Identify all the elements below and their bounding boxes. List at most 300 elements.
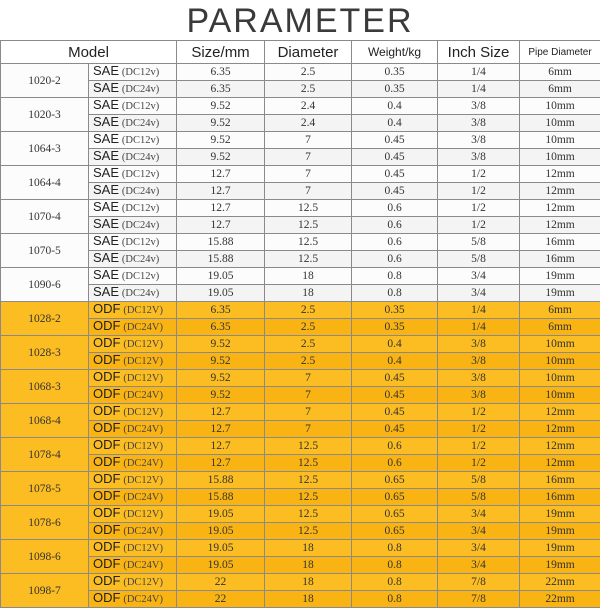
diameter-cell: 18 (265, 557, 352, 574)
inch-cell: 5/8 (438, 234, 520, 251)
connection-type: SAE (93, 217, 119, 232)
voltage: (DC12V) (123, 543, 163, 554)
header-pipe-diameter: Pipe Diameter (520, 41, 600, 64)
type-cell (89, 506, 177, 523)
pipe-cell: 6mm (520, 302, 600, 319)
size-cell: 12.7 (177, 421, 265, 438)
weight-cell: 0.45 (352, 166, 438, 183)
type-cell (89, 234, 177, 251)
diameter-cell: 12.5 (265, 217, 352, 234)
pipe-cell: 12mm (520, 166, 600, 183)
diameter-cell: 18 (265, 540, 352, 557)
voltage: (DC24v) (122, 84, 159, 95)
inch-cell: 7/8 (438, 574, 520, 591)
size-cell: 12.7 (177, 217, 265, 234)
inch-cell: 3/4 (438, 506, 520, 523)
voltage: (DC12v) (122, 135, 159, 146)
type-cell (89, 132, 177, 149)
inch-cell: 1/2 (438, 166, 520, 183)
voltage: (DC24V) (123, 526, 163, 537)
size-cell: 19.05 (177, 557, 265, 574)
type-cell (89, 268, 177, 285)
type-cell (89, 200, 177, 217)
type-cell (89, 438, 177, 455)
inch-cell: 1/2 (438, 438, 520, 455)
pipe-cell: 19mm (520, 285, 600, 302)
size-cell: 12.7 (177, 200, 265, 217)
table-row (1, 489, 600, 506)
connection-type: SAE (93, 251, 119, 266)
size-cell: 15.88 (177, 472, 265, 489)
table-row (1, 149, 600, 166)
pipe-cell: 12mm (520, 200, 600, 217)
pipe-cell: 16mm (520, 489, 600, 506)
diameter-cell: 12.5 (265, 489, 352, 506)
inch-cell: 3/8 (438, 336, 520, 353)
inch-cell: 3/8 (438, 132, 520, 149)
type-cell (89, 557, 177, 574)
type-cell (89, 370, 177, 387)
table-row (1, 285, 600, 302)
size-cell: 19.05 (177, 268, 265, 285)
inch-cell: 1/2 (438, 217, 520, 234)
weight-cell: 0.45 (352, 387, 438, 404)
pipe-cell: 12mm (520, 455, 600, 472)
type-cell (89, 489, 177, 506)
size-cell: 9.52 (177, 387, 265, 404)
diameter-cell: 7 (265, 183, 352, 200)
pipe-cell: 10mm (520, 387, 600, 404)
type-cell (89, 387, 177, 404)
pipe-cell: 10mm (520, 353, 600, 370)
table-row (1, 132, 600, 149)
connection-type: ODF (93, 353, 120, 368)
weight-cell: 0.45 (352, 149, 438, 166)
connection-type: SAE (93, 81, 119, 96)
weight-cell: 0.35 (352, 319, 438, 336)
voltage: (DC24V) (123, 390, 163, 401)
weight-cell: 0.8 (352, 268, 438, 285)
weight-cell: 0.65 (352, 523, 438, 540)
table-row (1, 251, 600, 268)
diameter-cell: 7 (265, 387, 352, 404)
weight-cell: 0.65 (352, 489, 438, 506)
size-cell: 9.52 (177, 336, 265, 353)
connection-type: ODF (93, 506, 120, 521)
weight-cell: 0.65 (352, 506, 438, 523)
inch-cell: 3/8 (438, 387, 520, 404)
voltage: (DC12v) (122, 203, 159, 214)
table-row (1, 268, 600, 285)
pipe-cell: 10mm (520, 370, 600, 387)
type-cell (89, 523, 177, 540)
type-cell (89, 149, 177, 166)
model-cell: 1028-2 (1, 302, 89, 336)
diameter-cell: 12.5 (265, 506, 352, 523)
diameter-cell: 12.5 (265, 438, 352, 455)
connection-type: ODF (93, 591, 120, 606)
connection-type: ODF (93, 557, 120, 572)
size-cell: 19.05 (177, 540, 265, 557)
inch-cell: 5/8 (438, 489, 520, 506)
weight-cell: 0.45 (352, 404, 438, 421)
voltage: (DC12v) (122, 271, 159, 282)
pipe-cell: 12mm (520, 421, 600, 438)
table-row (1, 472, 600, 489)
inch-cell: 3/8 (438, 98, 520, 115)
weight-cell: 0.65 (352, 472, 438, 489)
connection-type: ODF (93, 387, 120, 402)
voltage: (DC12v) (122, 169, 159, 180)
diameter-cell: 7 (265, 132, 352, 149)
type-cell (89, 421, 177, 438)
model-cell: 1020-3 (1, 98, 89, 132)
inch-cell: 3/4 (438, 557, 520, 574)
voltage: (DC24V) (123, 560, 163, 571)
inch-cell: 1/4 (438, 64, 520, 81)
table-row (1, 302, 600, 319)
connection-type: SAE (93, 268, 119, 283)
pipe-cell: 6mm (520, 81, 600, 98)
voltage: (DC12V) (123, 407, 163, 418)
pipe-cell: 12mm (520, 404, 600, 421)
diameter-cell: 12.5 (265, 200, 352, 217)
header-diameter: Diameter (265, 41, 352, 64)
table-row (1, 387, 600, 404)
diameter-cell: 2.4 (265, 115, 352, 132)
table-row (1, 421, 600, 438)
weight-cell: 0.45 (352, 132, 438, 149)
pipe-cell: 10mm (520, 98, 600, 115)
size-cell: 6.35 (177, 302, 265, 319)
weight-cell: 0.8 (352, 591, 438, 608)
size-cell: 9.52 (177, 353, 265, 370)
pipe-cell: 22mm (520, 574, 600, 591)
connection-type: ODF (93, 489, 120, 504)
type-cell (89, 591, 177, 608)
model-cell: 1078-4 (1, 438, 89, 472)
type-cell (89, 574, 177, 591)
connection-type: ODF (93, 523, 120, 538)
type-cell (89, 183, 177, 200)
inch-cell: 3/8 (438, 115, 520, 132)
table-row (1, 64, 600, 81)
voltage: (DC24V) (123, 424, 163, 435)
model-cell: 1068-3 (1, 370, 89, 404)
voltage: (DC12V) (123, 509, 163, 520)
model-cell: 1070-5 (1, 234, 89, 268)
size-cell: 19.05 (177, 285, 265, 302)
voltage: (DC24v) (122, 288, 159, 299)
table-row (1, 557, 600, 574)
table-row (1, 81, 600, 98)
inch-cell: 3/4 (438, 540, 520, 557)
voltage: (DC12V) (123, 441, 163, 452)
weight-cell: 0.6 (352, 200, 438, 217)
size-cell: 12.7 (177, 438, 265, 455)
voltage: (DC24v) (122, 152, 159, 163)
type-cell (89, 285, 177, 302)
pipe-cell: 12mm (520, 217, 600, 234)
connection-type: ODF (93, 438, 120, 453)
size-cell: 19.05 (177, 523, 265, 540)
model-cell: 1090-6 (1, 268, 89, 302)
table-row (1, 336, 600, 353)
model-cell: 1064-4 (1, 166, 89, 200)
diameter-cell: 18 (265, 574, 352, 591)
size-cell: 15.88 (177, 234, 265, 251)
type-cell (89, 251, 177, 268)
connection-type: ODF (93, 472, 120, 487)
diameter-cell: 12.5 (265, 472, 352, 489)
model-cell: 1070-4 (1, 200, 89, 234)
pipe-cell: 6mm (520, 64, 600, 81)
connection-type: ODF (93, 370, 120, 385)
diameter-cell: 18 (265, 591, 352, 608)
voltage: (DC12v) (122, 237, 159, 248)
voltage: (DC12V) (123, 373, 163, 384)
table-row (1, 506, 600, 523)
voltage: (DC12V) (123, 339, 163, 350)
table-row (1, 183, 600, 200)
model-cell: 1098-6 (1, 540, 89, 574)
type-cell (89, 217, 177, 234)
connection-type: ODF (93, 540, 120, 555)
diameter-cell: 2.5 (265, 353, 352, 370)
voltage: (DC24V) (123, 594, 163, 605)
voltage: (DC12V) (123, 577, 163, 588)
pipe-cell: 19mm (520, 557, 600, 574)
size-cell: 9.52 (177, 132, 265, 149)
diameter-cell: 2.5 (265, 319, 352, 336)
pipe-cell: 12mm (520, 438, 600, 455)
inch-cell: 1/4 (438, 81, 520, 98)
type-cell (89, 115, 177, 132)
pipe-cell: 12mm (520, 183, 600, 200)
weight-cell: 0.6 (352, 455, 438, 472)
type-cell (89, 319, 177, 336)
table-row (1, 217, 600, 234)
weight-cell: 0.6 (352, 234, 438, 251)
inch-cell: 1/4 (438, 302, 520, 319)
inch-cell: 3/4 (438, 268, 520, 285)
type-cell (89, 336, 177, 353)
model-cell: 1078-6 (1, 506, 89, 540)
diameter-cell: 12.5 (265, 251, 352, 268)
size-cell: 12.7 (177, 455, 265, 472)
table-row (1, 115, 600, 132)
pipe-cell: 22mm (520, 591, 600, 608)
table-row (1, 591, 600, 608)
weight-cell: 0.8 (352, 540, 438, 557)
model-cell: 1020-2 (1, 64, 89, 98)
size-cell: 22 (177, 591, 265, 608)
weight-cell: 0.8 (352, 285, 438, 302)
diameter-cell: 12.5 (265, 455, 352, 472)
size-cell: 22 (177, 574, 265, 591)
weight-cell: 0.35 (352, 302, 438, 319)
diameter-cell: 12.5 (265, 234, 352, 251)
connection-type: SAE (93, 285, 119, 300)
weight-cell: 0.8 (352, 574, 438, 591)
model-cell: 1064-3 (1, 132, 89, 166)
connection-type: ODF (93, 455, 120, 470)
table-row (1, 574, 600, 591)
weight-cell: 0.6 (352, 217, 438, 234)
diameter-cell: 2.5 (265, 81, 352, 98)
size-cell: 6.35 (177, 64, 265, 81)
weight-cell: 0.6 (352, 251, 438, 268)
size-cell: 19.05 (177, 506, 265, 523)
diameter-cell: 7 (265, 404, 352, 421)
weight-cell: 0.45 (352, 183, 438, 200)
connection-type: ODF (93, 404, 120, 419)
size-cell: 9.52 (177, 98, 265, 115)
model-cell: 1068-4 (1, 404, 89, 438)
pipe-cell: 19mm (520, 268, 600, 285)
header-model: Model (1, 41, 177, 64)
inch-cell: 1/2 (438, 404, 520, 421)
header-inch-size: Inch Size (438, 41, 520, 64)
header-weight: Weight/kg (352, 41, 438, 64)
weight-cell: 0.4 (352, 353, 438, 370)
voltage: (DC24v) (122, 220, 159, 231)
inch-cell: 3/8 (438, 370, 520, 387)
weight-cell: 0.35 (352, 81, 438, 98)
table-row (1, 455, 600, 472)
diameter-cell: 18 (265, 268, 352, 285)
parameter-table (0, 40, 600, 608)
model-cell: 1098-7 (1, 574, 89, 608)
size-cell: 9.52 (177, 370, 265, 387)
table-row (1, 540, 600, 557)
weight-cell: 0.6 (352, 438, 438, 455)
table-row (1, 404, 600, 421)
diameter-cell: 12.5 (265, 523, 352, 540)
type-cell (89, 64, 177, 81)
type-cell (89, 455, 177, 472)
connection-type: SAE (93, 132, 119, 147)
inch-cell: 1/2 (438, 455, 520, 472)
diameter-cell: 2.5 (265, 64, 352, 81)
voltage: (DC24V) (123, 492, 163, 503)
type-cell (89, 404, 177, 421)
inch-cell: 7/8 (438, 591, 520, 608)
inch-cell: 5/8 (438, 251, 520, 268)
type-cell (89, 81, 177, 98)
type-cell (89, 472, 177, 489)
diameter-cell: 2.5 (265, 302, 352, 319)
voltage: (DC12V) (123, 475, 163, 486)
pipe-cell: 19mm (520, 523, 600, 540)
pipe-cell: 19mm (520, 506, 600, 523)
size-cell: 6.35 (177, 81, 265, 98)
connection-type: ODF (93, 336, 120, 351)
pipe-cell: 19mm (520, 540, 600, 557)
pipe-cell: 16mm (520, 234, 600, 251)
size-cell: 9.52 (177, 115, 265, 132)
table-row (1, 523, 600, 540)
connection-type: ODF (93, 574, 120, 589)
diameter-cell: 18 (265, 285, 352, 302)
diameter-cell: 7 (265, 149, 352, 166)
header-size: Size/mm (177, 41, 265, 64)
size-cell: 9.52 (177, 149, 265, 166)
connection-type: SAE (93, 64, 119, 79)
type-cell (89, 166, 177, 183)
table-row (1, 319, 600, 336)
type-cell (89, 353, 177, 370)
table-row (1, 370, 600, 387)
voltage: (DC24V) (123, 458, 163, 469)
voltage: (DC12V) (123, 305, 163, 316)
inch-cell: 3/4 (438, 523, 520, 540)
voltage: (DC12V) (123, 356, 163, 367)
weight-cell: 0.45 (352, 370, 438, 387)
size-cell: 15.88 (177, 489, 265, 506)
table-row (1, 166, 600, 183)
pipe-cell: 10mm (520, 149, 600, 166)
table-row (1, 234, 600, 251)
weight-cell: 0.8 (352, 557, 438, 574)
pipe-cell: 16mm (520, 472, 600, 489)
diameter-cell: 2.4 (265, 98, 352, 115)
connection-type: SAE (93, 183, 119, 198)
type-cell (89, 302, 177, 319)
size-cell: 12.7 (177, 404, 265, 421)
diameter-cell: 7 (265, 370, 352, 387)
connection-type: SAE (93, 98, 119, 113)
pipe-cell: 10mm (520, 115, 600, 132)
inch-cell: 3/8 (438, 353, 520, 370)
voltage: (DC24v) (122, 254, 159, 265)
inch-cell: 5/8 (438, 472, 520, 489)
connection-type: SAE (93, 234, 119, 249)
size-cell: 12.7 (177, 166, 265, 183)
type-cell (89, 540, 177, 557)
table-body (1, 64, 600, 608)
weight-cell: 0.4 (352, 336, 438, 353)
voltage: (DC12v) (122, 101, 159, 112)
connection-type: SAE (93, 166, 119, 181)
connection-type: SAE (93, 200, 119, 215)
weight-cell: 0.4 (352, 115, 438, 132)
inch-cell: 1/2 (438, 421, 520, 438)
voltage: (DC24v) (122, 186, 159, 197)
size-cell: 15.88 (177, 251, 265, 268)
connection-type: ODF (93, 319, 120, 334)
model-cell: 1028-3 (1, 336, 89, 370)
pipe-cell: 6mm (520, 319, 600, 336)
connection-type: SAE (93, 149, 119, 164)
table-row (1, 98, 600, 115)
model-cell: 1078-5 (1, 472, 89, 506)
inch-cell: 3/4 (438, 285, 520, 302)
voltage: (DC12v) (122, 67, 159, 78)
table-row (1, 438, 600, 455)
inch-cell: 1/2 (438, 200, 520, 217)
pipe-cell: 10mm (520, 336, 600, 353)
diameter-cell: 2.5 (265, 336, 352, 353)
pipe-cell: 10mm (520, 132, 600, 149)
diameter-cell: 7 (265, 166, 352, 183)
table-row (1, 353, 600, 370)
table-row (1, 200, 600, 217)
voltage: (DC24v) (122, 118, 159, 129)
pipe-cell: 16mm (520, 251, 600, 268)
connection-type: SAE (93, 115, 119, 130)
size-cell: 6.35 (177, 319, 265, 336)
